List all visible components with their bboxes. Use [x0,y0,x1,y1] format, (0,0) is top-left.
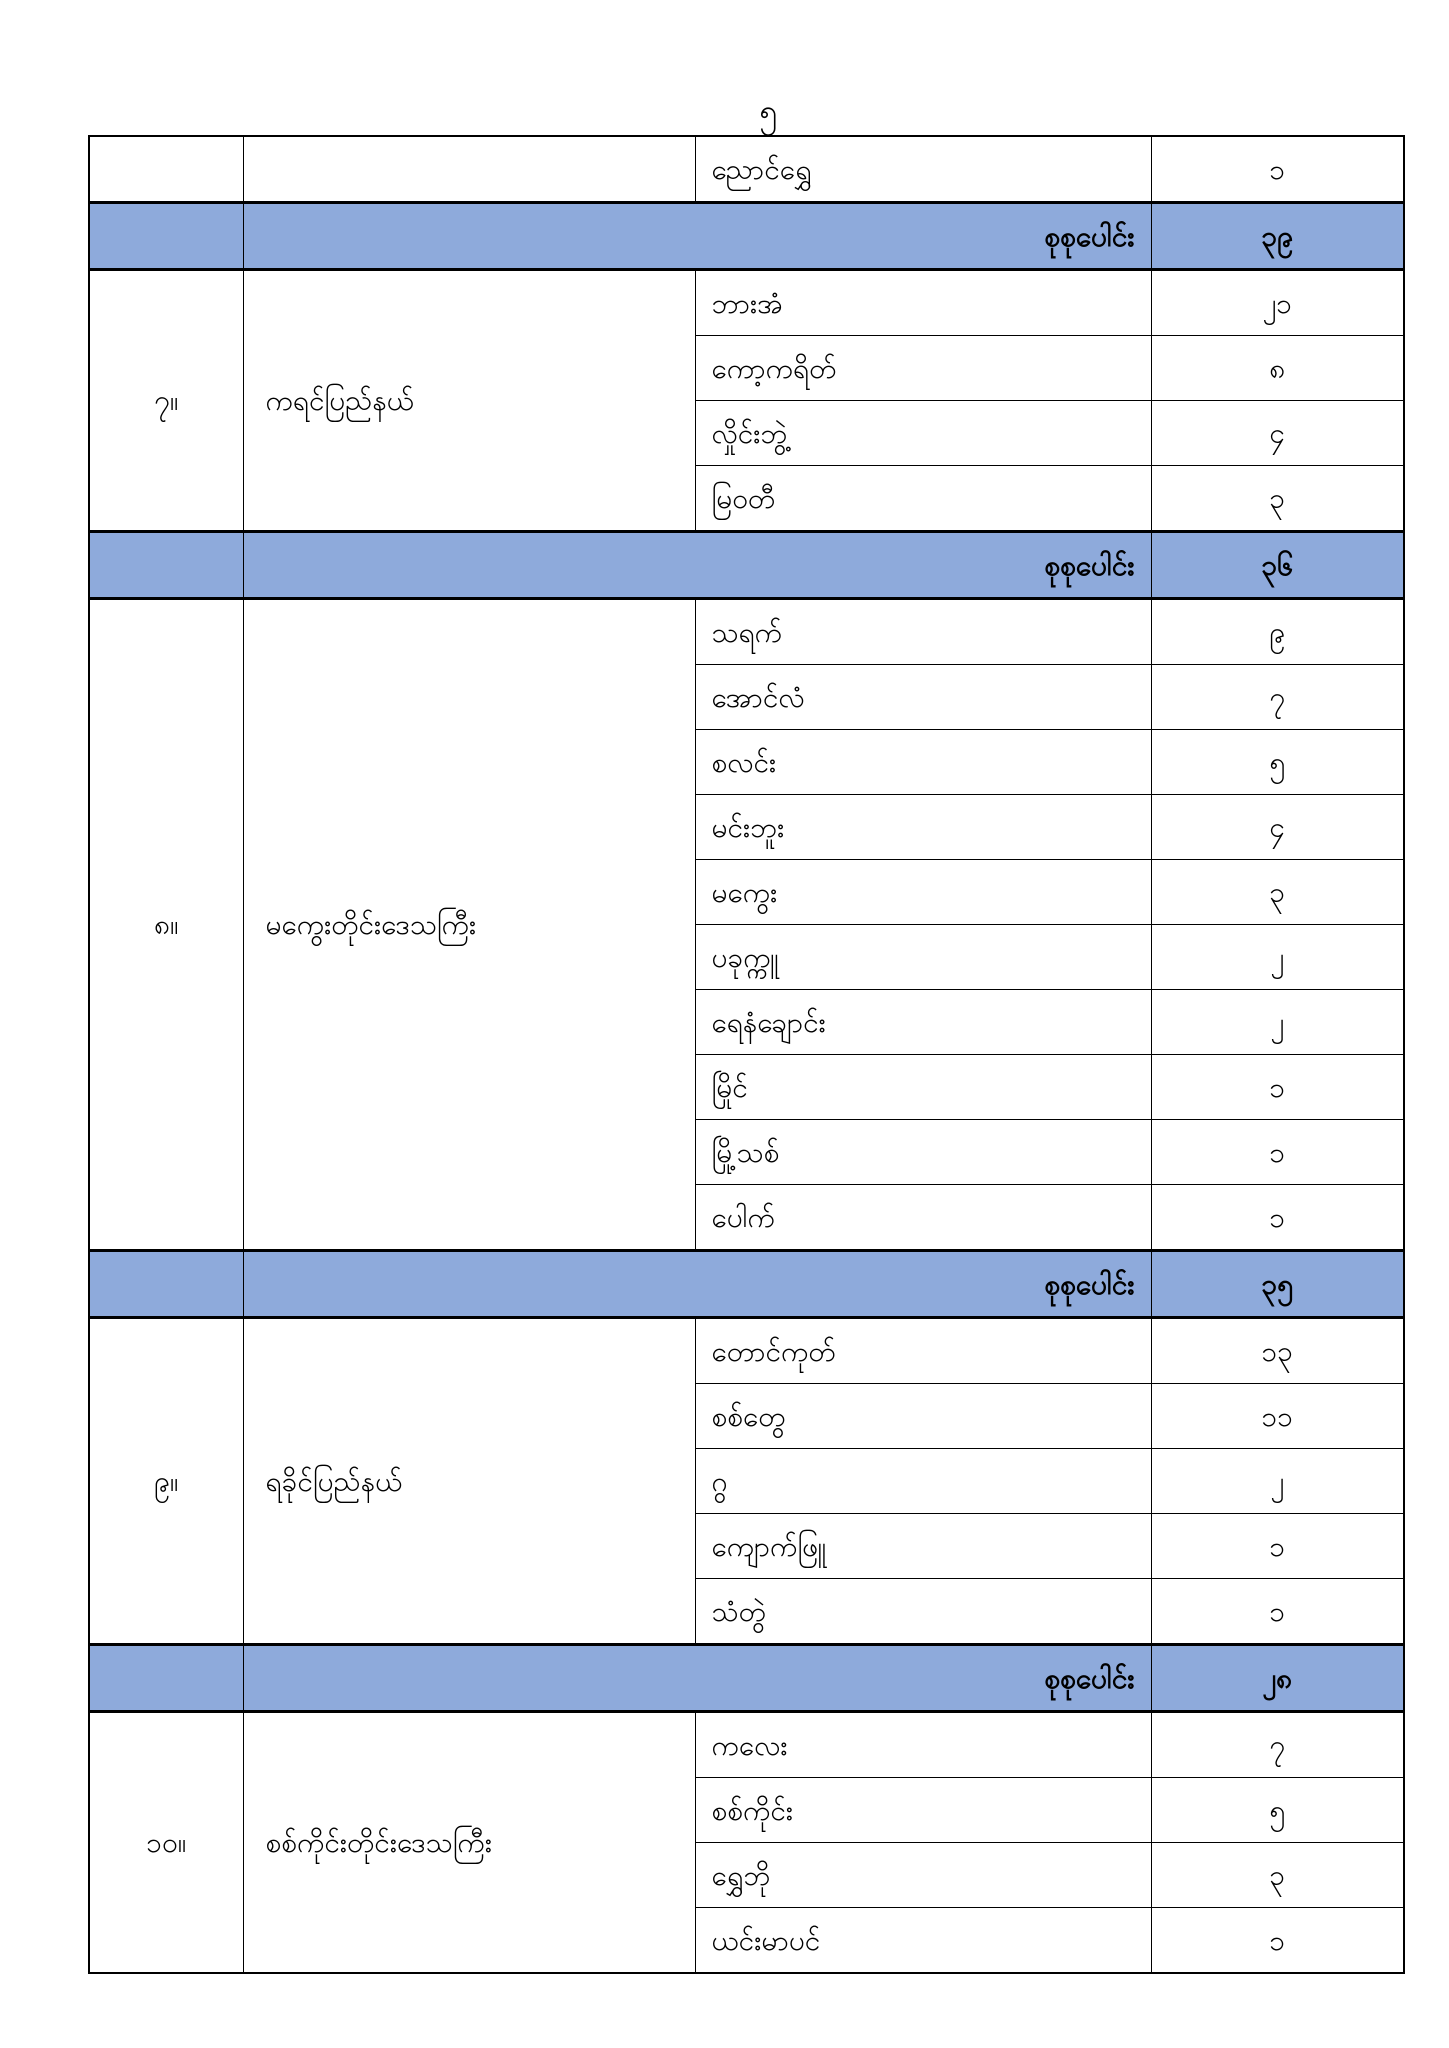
township-cell: မင်းဘူး [695,795,1151,860]
count-cell: ၄ [1151,401,1404,466]
count-cell: ၅ [1151,730,1404,795]
count-cell: ၁ [1151,1579,1404,1645]
count-cell: ၁၃ [1151,1318,1404,1384]
count-cell: ၈ [1151,336,1404,401]
region-name-cell: စစ်ကိုင်းတိုင်းဒေသကြီး [243,1712,695,1974]
empty-cell [89,203,243,270]
count-cell: ၇ [1151,665,1404,730]
township-count-table [88,135,1405,1974]
count-cell: ၃ [1151,860,1404,925]
count-cell: ၅ [1151,1778,1404,1843]
township-cell: ပေါက် [695,1185,1151,1251]
region-name-cell: ရခိုင်ပြည်နယ် [243,1318,695,1645]
total-value-cell: ၃၉ [1151,203,1404,270]
section-number-cell: ၈။ [89,599,243,1251]
township-cell: မြဝတီ [695,466,1151,532]
total-row [89,1251,1404,1318]
empty-cell [89,532,243,599]
township-cell: တောင်ကုတ် [695,1318,1151,1384]
total-label-cell: စုစုပေါင်း [243,1645,1151,1712]
count-cell: ၁ [1151,1055,1404,1120]
township-cell: ယင်းမာပင် [695,1908,1151,1974]
empty-cell [243,136,695,203]
township-cell: ဂွ [695,1449,1151,1514]
township-cell: မကွေး [695,860,1151,925]
region-name-cell: ကရင်ပြည်နယ် [243,270,695,532]
township-cell: စလင်း [695,730,1151,795]
region-name-cell: မကွေးတိုင်းဒေသကြီး [243,599,695,1251]
township-cell: မြိုင် [695,1055,1151,1120]
township-cell: ကျောက်ဖြူ [695,1514,1151,1579]
total-label-cell: စုစုပေါင်း [243,532,1151,599]
total-value-cell: ၃၆ [1151,532,1404,599]
count-cell: ၁ [1151,1185,1404,1251]
township-cell: ပခုက္ကူ [695,925,1151,990]
count-cell: ၂ [1151,1449,1404,1514]
total-row [89,203,1404,270]
township-cell: စစ်တွေ [695,1384,1151,1449]
township-cell: သရက် [695,599,1151,665]
township-row [89,1712,1404,1778]
count-cell: ၂၁ [1151,270,1404,336]
township-cell: ညောင်ရွှေ [695,136,1151,203]
count-cell: ၁ [1151,1514,1404,1579]
total-value-cell: ၃၅ [1151,1251,1404,1318]
township-row [89,1318,1404,1384]
count-cell: ၃ [1151,466,1404,532]
township-cell: ကော့ကရိတ် [695,336,1151,401]
count-cell: ၃ [1151,1843,1404,1908]
township-cell: မြို့သစ် [695,1120,1151,1185]
count-cell: ၉ [1151,599,1404,665]
township-row [89,270,1404,336]
township-cell: အောင်လံ [695,665,1151,730]
township-row [89,136,1404,203]
township-cell: သံတွဲ [695,1579,1151,1645]
count-cell: ၁ [1151,1120,1404,1185]
section-number-cell: ၁၀။ [89,1712,243,1974]
total-row [89,1645,1404,1712]
township-cell: ကလေး [695,1712,1151,1778]
empty-cell [89,136,243,203]
count-cell: ၁ [1151,1908,1404,1974]
township-cell: ဘားအံ [695,270,1151,336]
township-cell: ရွှေဘို [695,1843,1151,1908]
count-cell: ၁၁ [1151,1384,1404,1449]
township-cell: စစ်ကိုင်း [695,1778,1151,1843]
empty-cell [89,1645,243,1712]
total-label-cell: စုစုပေါင်း [243,203,1151,270]
empty-cell [89,1251,243,1318]
count-cell: ၇ [1151,1712,1404,1778]
section-number-cell: ၉။ [89,1318,243,1645]
township-row [89,599,1404,665]
count-cell: ၂ [1151,925,1404,990]
page-number: ၅ [759,92,778,130]
total-value-cell: ၂၈ [1151,1645,1404,1712]
count-cell: ၄ [1151,795,1404,860]
township-cell: လှိုင်းဘွဲ့ [695,401,1151,466]
section-number-cell: ၇။ [89,270,243,532]
total-label-cell: စုစုပေါင်း [243,1251,1151,1318]
township-cell: ရေနံချောင်း [695,990,1151,1055]
count-cell: ၁ [1151,136,1404,203]
total-row [89,532,1404,599]
count-cell: ၂ [1151,990,1404,1055]
